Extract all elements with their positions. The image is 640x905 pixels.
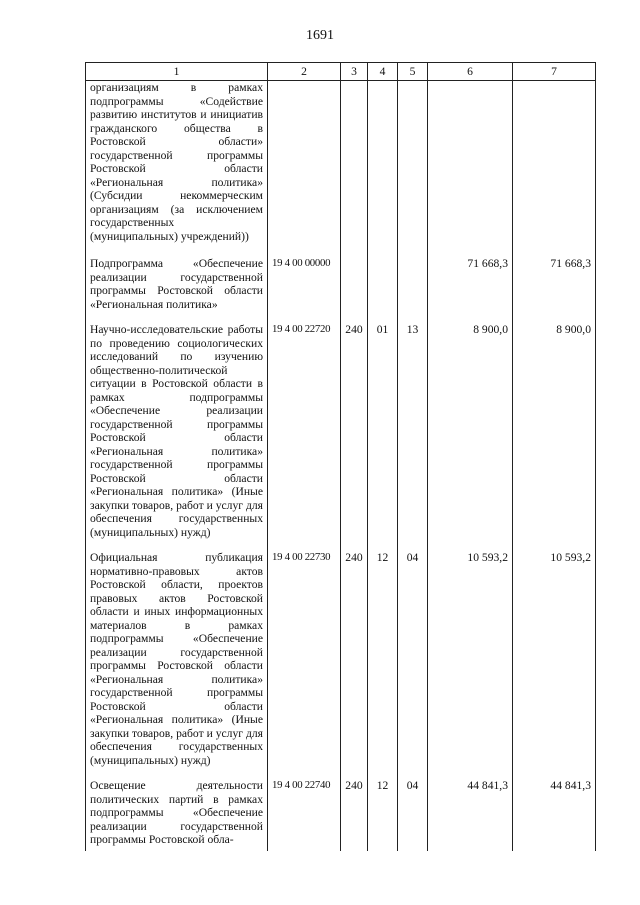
row-sum-1: 71 668,3 — [428, 249, 513, 315]
row-rz — [368, 81, 398, 250]
row-sum-1: 8 900,0 — [428, 315, 513, 543]
row-name: Научно-исследовательские работы по проведению социологических исследований по изучению общественно-политической ситуации в Ростовской области в рамках подпрограммы «Обеспечение реализации государственной программы Ростовской области «Региональная политика» государственной программы Ростовской области «Региональная политика» (Иные закупки товаров, работ и услуг для обеспечения государственных (муниципальных) нужд) — [86, 315, 268, 543]
column-header-3: 3 — [341, 63, 368, 81]
table-header-row — [86, 63, 596, 81]
row-sum-2: 8 900,0 — [513, 315, 596, 543]
row-vr: 240 — [341, 543, 368, 771]
row-rz: 12 — [368, 771, 398, 851]
row-sum-1 — [428, 81, 513, 250]
column-header-2: 2 — [268, 63, 341, 81]
row-sum-2 — [513, 81, 596, 250]
row-code: 19 4 00 00000 — [268, 249, 341, 315]
row-pr: 04 — [398, 543, 428, 771]
table-row — [86, 771, 596, 851]
row-rz: 01 — [368, 315, 398, 543]
row-sum-2: 71 668,3 — [513, 249, 596, 315]
row-vr: 240 — [341, 315, 368, 543]
row-vr: 240 — [341, 771, 368, 851]
column-header-4: 4 — [368, 63, 398, 81]
row-name: Освещение деятельности политических партий в рамках подпрограммы «Обеспечение реализации государственной программы Ростовской обла- — [86, 771, 268, 851]
row-pr: 04 — [398, 771, 428, 851]
row-pr: 13 — [398, 315, 428, 543]
table-row — [86, 543, 596, 771]
row-name: Подпрограмма «Обеспечение реализации государственной программы Ростовской области «Региональная политика» — [86, 249, 268, 315]
row-pr — [398, 81, 428, 250]
budget-table — [85, 62, 596, 851]
column-header-7: 7 — [513, 63, 596, 81]
row-code: 19 4 00 22720 — [268, 315, 341, 543]
table-row — [86, 81, 596, 250]
row-sum-1: 10 593,2 — [428, 543, 513, 771]
table-row — [86, 315, 596, 543]
table-row — [86, 249, 596, 315]
row-vr — [341, 81, 368, 250]
row-name: организациям в рамках подпрограммы «Содействие развитию институтов и инициатив гражданского общества в Ростовской области» государственной программы Ростовской области «Региональная политика» (Субсидии некоммерческим организациям (за исключением государственных (муниципальных) учреждений)) — [86, 81, 268, 250]
row-sum-2: 10 593,2 — [513, 543, 596, 771]
row-rz: 12 — [368, 543, 398, 771]
row-sum-2: 44 841,3 — [513, 771, 596, 851]
row-code — [268, 81, 341, 250]
row-name: Официальная публикация нормативно-правовых актов Ростовской области, проектов правовых актов Ростовской области и иных информационных материалов в рамках подпрограммы «Обеспечение реализации государственной программы Ростовской области «Региональная политика» государственной программы Ростовской области «Региональная политика» (Иные закупки товаров, работ и услуг для обеспечения государственных (муниципальных) нужд) — [86, 543, 268, 771]
row-code: 19 4 00 22730 — [268, 543, 341, 771]
page-number: 1691 — [306, 28, 334, 43]
column-header-6: 6 — [428, 63, 513, 81]
column-header-1: 1 — [86, 63, 268, 81]
row-rz — [368, 249, 398, 315]
row-sum-1: 44 841,3 — [428, 771, 513, 851]
row-code: 19 4 00 22740 — [268, 771, 341, 851]
column-header-5: 5 — [398, 63, 428, 81]
row-vr — [341, 249, 368, 315]
row-pr — [398, 249, 428, 315]
